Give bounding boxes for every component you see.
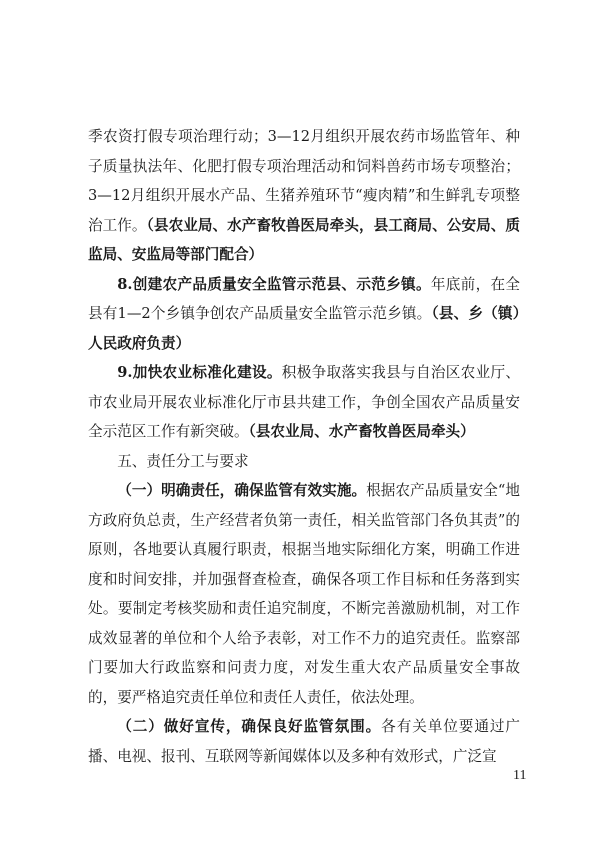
paragraph-subsection-2	[88, 712, 520, 771]
responsible-units: （县、乡（镇）人民政府负责）	[88, 305, 520, 352]
item-heading: 9.加快农业标准化建设。	[117, 364, 282, 381]
subsection-heading: （二）做好宣传，确保良好监管氛围。	[117, 718, 382, 735]
paragraph-text: 季农资打假专项治理行动；3—12月组织开展农药市场监管年、种子质量执法年、化肥打假专项治理活动和饲料兽药市场专项整治；3—12月组织开展水产品、生猪养殖环节“瘦肉精”和生鲜乳专项整治工作。	[88, 128, 520, 234]
paragraph-p1	[88, 122, 520, 270]
page-number: 11	[513, 768, 527, 783]
paragraph-text: 年底前，在全县有1—2个乡镇争创农产品质量安全监管示范乡镇。	[88, 275, 520, 322]
section-heading-text: 五、责任分工与要求	[117, 452, 249, 470]
subsection-heading: （一）明确责任，确保监管有效实施。	[117, 482, 367, 499]
responsible-units: （县农业局、水产畜牧兽医局牵头）	[248, 423, 475, 440]
section-heading	[88, 447, 520, 477]
responsible-units: （县农业局、水产畜牧兽医局牵头，县工商局、公安局、质监局、安监局等部门配合）	[88, 216, 520, 263]
document-body	[88, 122, 520, 771]
paragraph-text: 各有关单位要通过广播、电视、报刊、互联网等新闻媒体以及多种有效形式，广泛宣	[88, 718, 520, 765]
item-heading: 8.创建农产品质量安全监管示范县、示范乡镇。	[117, 275, 431, 293]
paragraph-text: 积极争取落实我县与自治区农业厅、市农业局开展农业标准化厅市县共建工作，争创全国农产品质量安全示范区工作有新突破。	[88, 364, 520, 440]
paragraph-item-8	[88, 270, 520, 359]
paragraph-item-9	[88, 358, 520, 447]
paragraph-text: 根据农产品质量安全“地方政府负总责，生产经营者负第一责任，相关监管部门各负其责”的原则，各地要认真履行职责，根据当地实际细化方案，明确工作进度和时间安排，并加强督查检查，确保各项工作目标和任务落到实处。要制定考核奖励和责任追究制度，不断完善激励机制，对工作成效显著的单位和个人给予表彰，对工作不力的追究责任。监察部门要加大行政监察和问责力度，对发生重大农产品质量安全事故的，要严格追究责任单位和责任人责任，依法处理。	[88, 482, 520, 706]
paragraph-subsection-1	[88, 476, 520, 712]
